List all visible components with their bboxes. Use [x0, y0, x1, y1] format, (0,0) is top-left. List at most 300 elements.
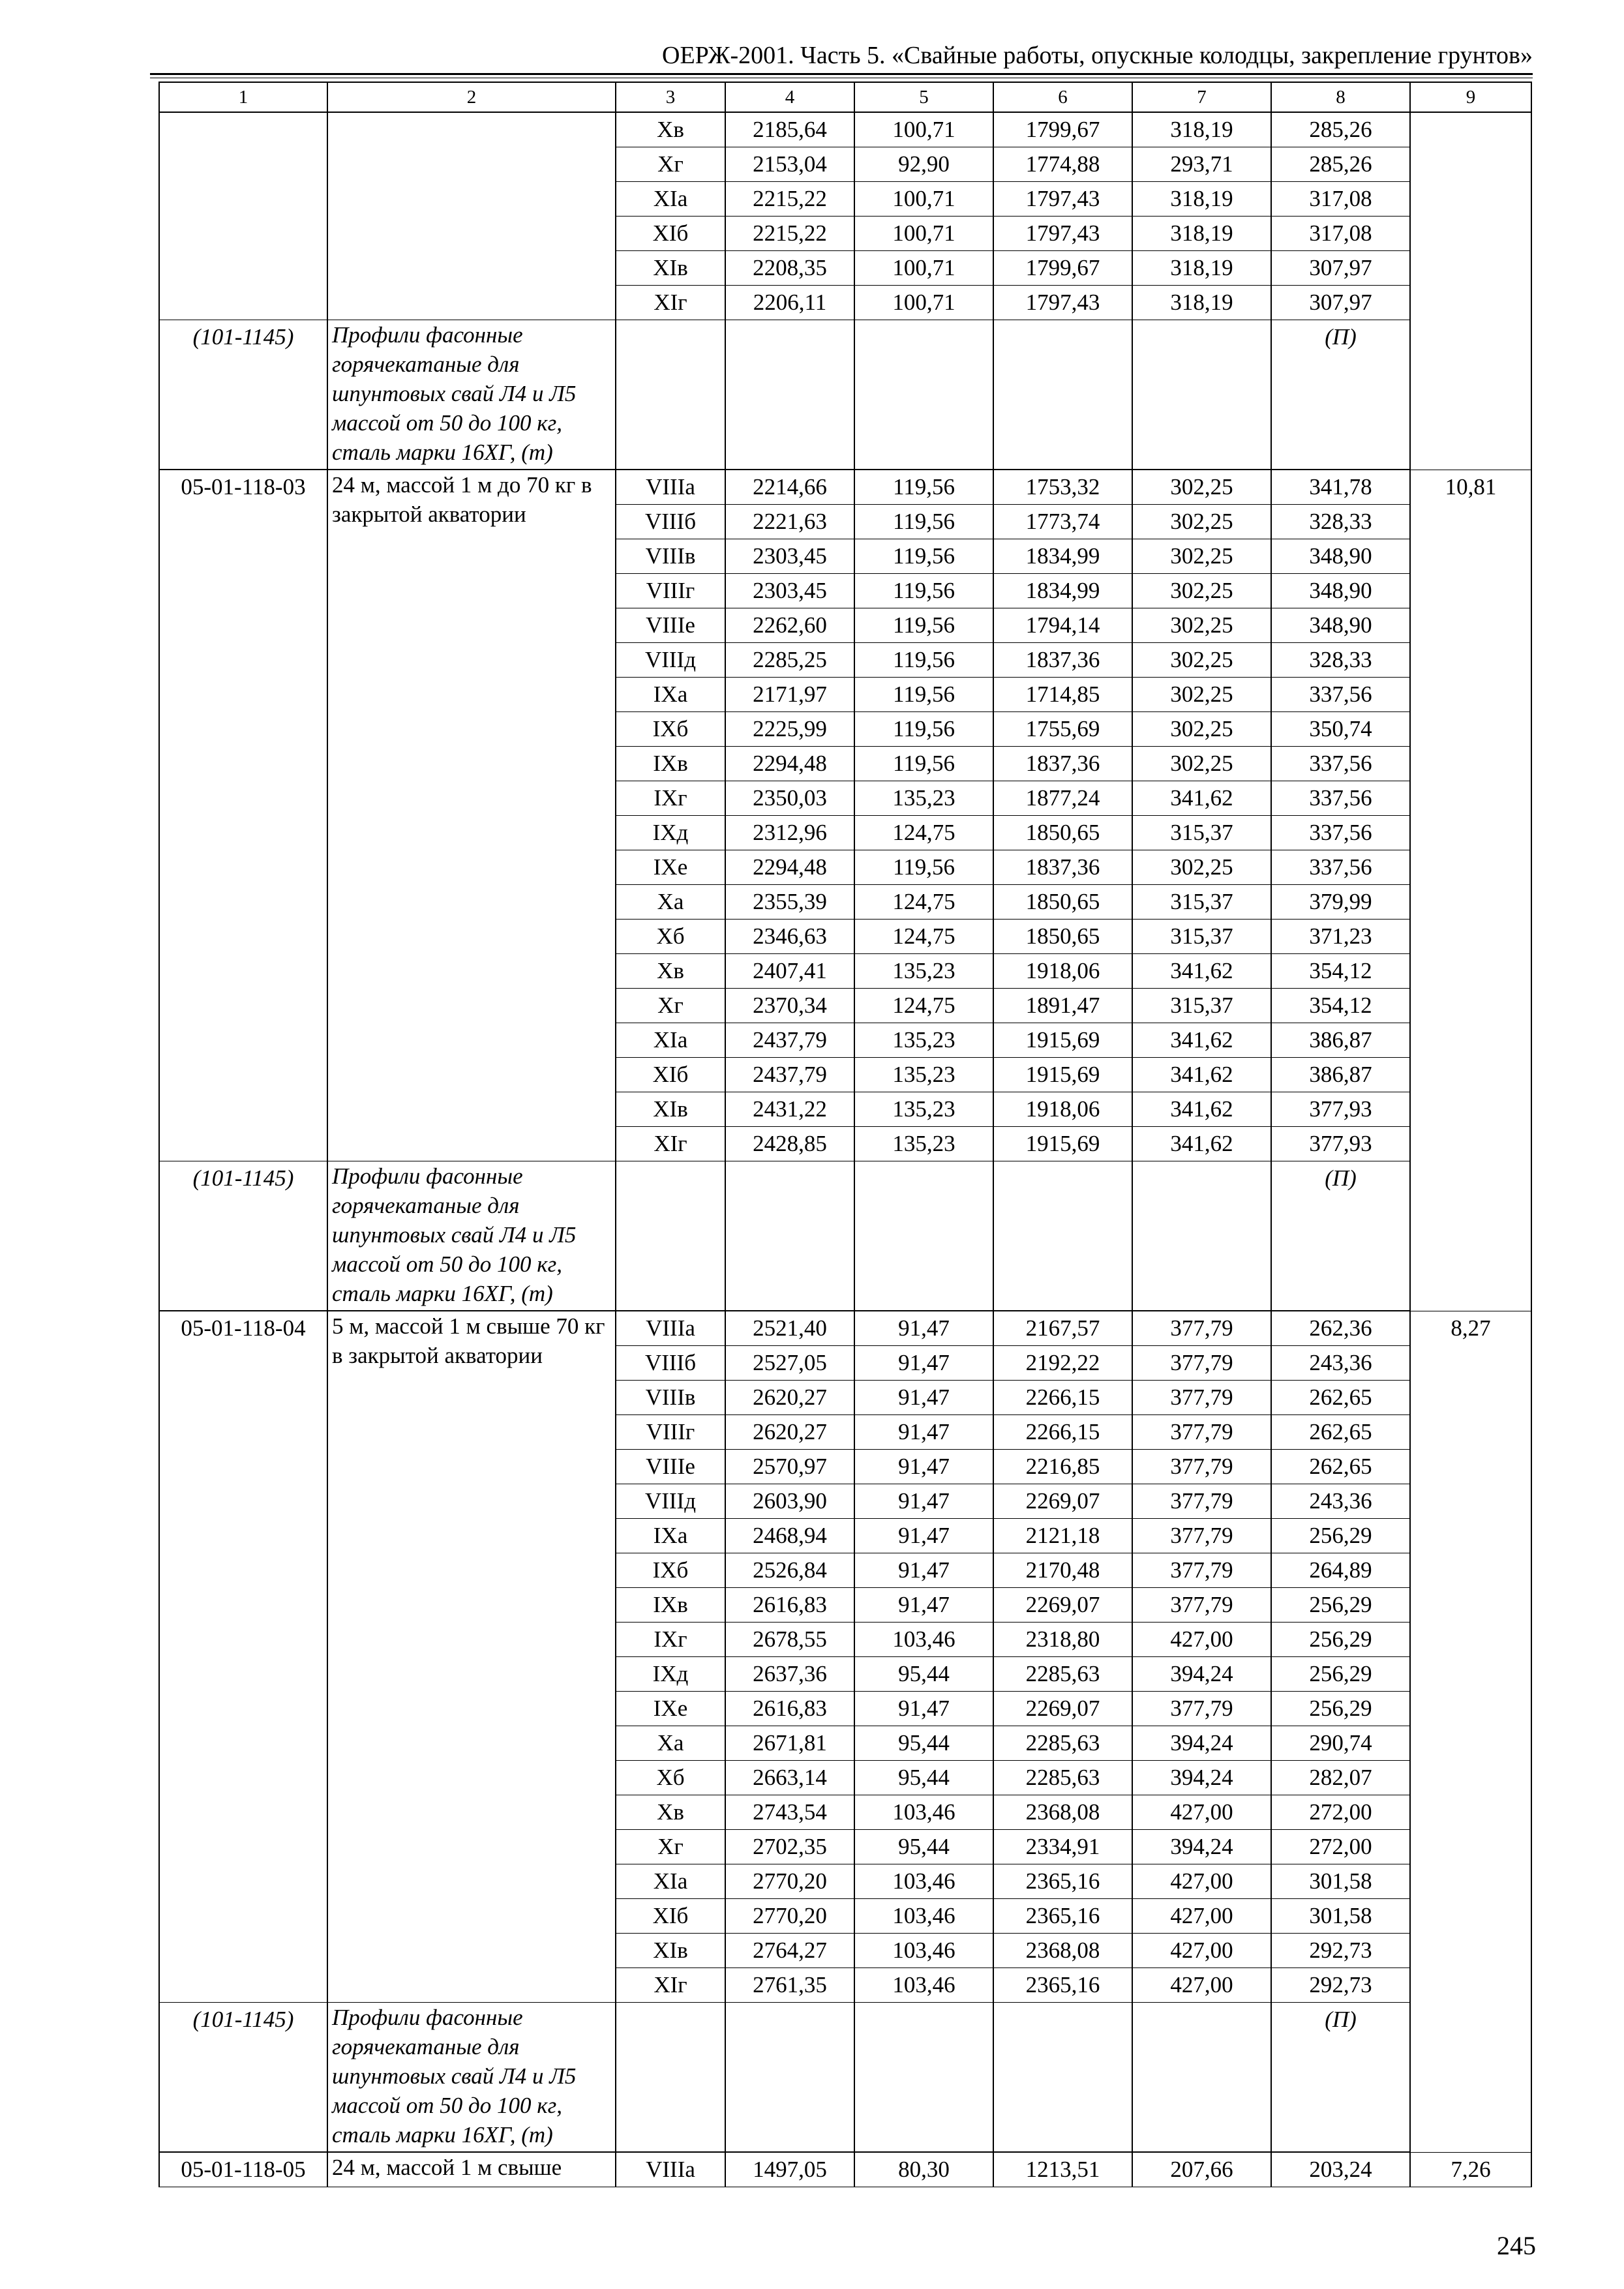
note-mark: (П): [1271, 1161, 1410, 1311]
value-cell: 2285,63: [993, 1761, 1132, 1795]
resource-group-cell: ХIг: [616, 1127, 725, 1161]
empty-cell: [993, 2003, 1132, 2153]
empty-cell: [854, 2003, 993, 2153]
value-cell: 103,46: [854, 1899, 993, 1934]
value-cell: 2521,40: [725, 1311, 854, 1346]
value-cell: 2770,20: [725, 1864, 854, 1899]
value-cell: 341,62: [1132, 1023, 1271, 1058]
value-cell: 2269,07: [993, 1692, 1132, 1726]
value-cell: 2192,22: [993, 1346, 1132, 1381]
resource-group-cell: IХа: [616, 678, 725, 712]
value-cell: 2170,48: [993, 1553, 1132, 1588]
resource-group-cell: VIIIв: [616, 539, 725, 574]
table-row: [159, 1311, 1531, 1346]
resource-group-cell: ХIб: [616, 217, 725, 251]
value-cell: 2185,64: [725, 112, 854, 147]
resource-group-cell: Хв: [616, 954, 725, 989]
resource-group-cell: IХд: [616, 1657, 725, 1692]
value-cell: 119,56: [854, 747, 993, 781]
value-cell: 135,23: [854, 1127, 993, 1161]
desc-cell: [327, 112, 616, 320]
value-cell: 377,79: [1132, 1346, 1271, 1381]
value-cell: 302,25: [1132, 608, 1271, 643]
value-cell: 2468,94: [725, 1519, 854, 1553]
value-cell: 2269,07: [993, 1588, 1132, 1623]
value-cell: 394,24: [1132, 1726, 1271, 1761]
value-cell: 315,37: [1132, 885, 1271, 920]
value-cell: 2215,22: [725, 217, 854, 251]
value-cell: 307,97: [1271, 286, 1410, 320]
value-cell: 302,25: [1132, 712, 1271, 747]
resource-group-cell: Хб: [616, 1761, 725, 1795]
note-code: (101-1145): [159, 1161, 327, 1311]
value-cell: 285,26: [1271, 147, 1410, 182]
value-cell: 1834,99: [993, 574, 1132, 608]
value-cell: 91,47: [854, 1381, 993, 1415]
value-cell: 119,56: [854, 678, 993, 712]
value-cell: 292,73: [1271, 1934, 1410, 1968]
value-cell: 272,00: [1271, 1830, 1410, 1864]
value-cell: 2428,85: [725, 1127, 854, 1161]
value-cell: 91,47: [854, 1450, 993, 1484]
resource-group-cell: IХб: [616, 1553, 725, 1588]
empty-cell: [854, 320, 993, 470]
value-cell: 293,71: [1132, 147, 1271, 182]
value-cell: 377,79: [1132, 1553, 1271, 1588]
value-cell: 302,25: [1132, 678, 1271, 712]
value-cell: 427,00: [1132, 1968, 1271, 2003]
value-cell: 427,00: [1132, 1795, 1271, 1830]
value-cell: 302,25: [1132, 747, 1271, 781]
resource-group-cell: ХIб: [616, 1899, 725, 1934]
value-cell: 135,23: [854, 954, 993, 989]
table-row: [159, 2152, 1531, 2187]
code-cell: [159, 112, 327, 320]
column-number: 9: [1410, 82, 1531, 112]
value-cell: 1755,69: [993, 712, 1132, 747]
value-cell: 2368,08: [993, 1934, 1132, 1968]
value-cell: 2770,20: [725, 1899, 854, 1934]
empty-cell: [1132, 2003, 1271, 2153]
empty-cell: [616, 2003, 725, 2153]
value-cell: 1915,69: [993, 1023, 1132, 1058]
value-cell: 2167,57: [993, 1311, 1132, 1346]
page-header: ОЕРЖ-2001. Часть 5. «Свайные работы, опускные колодцы, закрепление грунтов»: [662, 42, 1533, 69]
value-cell: 91,47: [854, 1588, 993, 1623]
value-cell: 2526,84: [725, 1553, 854, 1588]
value-cell: 2153,04: [725, 147, 854, 182]
value-cell: 1837,36: [993, 643, 1132, 678]
value-cell: 1915,69: [993, 1058, 1132, 1092]
value-cell: 341,78: [1271, 470, 1410, 505]
value-cell: 103,46: [854, 1968, 993, 2003]
value-cell: 119,56: [854, 712, 993, 747]
value-cell: 1797,43: [993, 286, 1132, 320]
value-cell: 95,44: [854, 1761, 993, 1795]
value-cell: 1773,74: [993, 505, 1132, 539]
resource-group-cell: ХIв: [616, 1092, 725, 1127]
resource-group-cell: IХе: [616, 850, 725, 885]
value-cell: 256,29: [1271, 1519, 1410, 1553]
value-cell: 103,46: [854, 1623, 993, 1657]
value-cell: 1918,06: [993, 954, 1132, 989]
resource-group-cell: IХв: [616, 1588, 725, 1623]
value-cell: 100,71: [854, 251, 993, 286]
value-cell: 301,58: [1271, 1899, 1410, 1934]
value-cell: 328,33: [1271, 643, 1410, 678]
value-cell: 80,30: [854, 2152, 993, 2187]
note-row: [159, 1161, 1531, 1311]
resource-group-cell: VIIIг: [616, 1415, 725, 1450]
resource-group-cell: Хб: [616, 920, 725, 954]
empty-cell: [616, 320, 725, 470]
value-cell: 379,99: [1271, 885, 1410, 920]
empty-cell: [854, 1161, 993, 1311]
value-cell: 315,37: [1132, 816, 1271, 850]
value-cell: 2663,14: [725, 1761, 854, 1795]
value-cell: 2620,27: [725, 1415, 854, 1450]
column-number: 2: [327, 82, 616, 112]
column-number: 4: [725, 82, 854, 112]
value-cell: 2407,41: [725, 954, 854, 989]
col9-value: 7,26: [1410, 2152, 1531, 2187]
value-cell: 243,36: [1271, 1346, 1410, 1381]
resource-group-cell: IХе: [616, 1692, 725, 1726]
value-cell: 2616,83: [725, 1588, 854, 1623]
resource-group-cell: VIIIб: [616, 505, 725, 539]
value-cell: 2262,60: [725, 608, 854, 643]
value-cell: 315,37: [1132, 920, 1271, 954]
value-cell: 262,65: [1271, 1450, 1410, 1484]
table-row: [159, 112, 1531, 147]
column-number: 5: [854, 82, 993, 112]
value-cell: 1891,47: [993, 989, 1132, 1023]
value-cell: 394,24: [1132, 1830, 1271, 1864]
note-row: [159, 320, 1531, 470]
value-cell: 2743,54: [725, 1795, 854, 1830]
value-cell: 1850,65: [993, 920, 1132, 954]
value-cell: 2312,96: [725, 816, 854, 850]
note-mark: (П): [1271, 320, 1410, 470]
resource-group-cell: VIIIд: [616, 643, 725, 678]
resource-group-cell: IХг: [616, 1623, 725, 1657]
col9-value: 8,27: [1410, 1311, 1531, 2152]
value-cell: 350,74: [1271, 712, 1410, 747]
value-cell: 427,00: [1132, 1899, 1271, 1934]
value-cell: 119,56: [854, 643, 993, 678]
value-cell: 119,56: [854, 470, 993, 505]
value-cell: 256,29: [1271, 1623, 1410, 1657]
value-cell: 341,62: [1132, 781, 1271, 816]
value-cell: 91,47: [854, 1311, 993, 1346]
value-cell: 2303,45: [725, 574, 854, 608]
value-cell: 124,75: [854, 885, 993, 920]
value-cell: 92,90: [854, 147, 993, 182]
value-cell: 1850,65: [993, 885, 1132, 920]
value-cell: 337,56: [1271, 850, 1410, 885]
value-cell: 2764,27: [725, 1934, 854, 1968]
value-cell: 2208,35: [725, 251, 854, 286]
value-cell: 2671,81: [725, 1726, 854, 1761]
value-cell: 354,12: [1271, 989, 1410, 1023]
col9-cell: [1410, 112, 1531, 470]
value-cell: 1797,43: [993, 182, 1132, 217]
value-cell: 2216,85: [993, 1450, 1132, 1484]
value-cell: 302,25: [1132, 539, 1271, 574]
header-rule: [150, 73, 1533, 75]
resource-group-cell: VIIIе: [616, 1450, 725, 1484]
resource-group-cell: VIIIе: [616, 608, 725, 643]
value-cell: 1797,43: [993, 217, 1132, 251]
rate-description: 5 м, массой 1 м свыше 70 кг в закрытой акватории: [327, 1311, 616, 2003]
empty-cell: [1132, 1161, 1271, 1311]
value-cell: 1799,67: [993, 112, 1132, 147]
resource-group-cell: VIIIа: [616, 1311, 725, 1346]
value-cell: 302,25: [1132, 574, 1271, 608]
value-cell: 1850,65: [993, 816, 1132, 850]
value-cell: 95,44: [854, 1830, 993, 1864]
value-cell: 207,66: [1132, 2152, 1271, 2187]
value-cell: 103,46: [854, 1934, 993, 1968]
value-cell: 95,44: [854, 1657, 993, 1692]
resource-group-cell: Хг: [616, 147, 725, 182]
column-number: 3: [616, 82, 725, 112]
empty-cell: [725, 2003, 854, 2153]
value-cell: 348,90: [1271, 539, 1410, 574]
resource-group-cell: ХIг: [616, 1968, 725, 2003]
value-cell: 2365,16: [993, 1968, 1132, 2003]
value-cell: 1213,51: [993, 2152, 1132, 2187]
value-cell: 2221,63: [725, 505, 854, 539]
resource-group-cell: IХа: [616, 1519, 725, 1553]
value-cell: 2368,08: [993, 1795, 1132, 1830]
value-cell: 2214,66: [725, 470, 854, 505]
value-cell: 377,79: [1132, 1450, 1271, 1484]
column-number: 8: [1271, 82, 1410, 112]
rate-code: 05-01-118-04: [159, 1311, 327, 2003]
resource-group-cell: Хв: [616, 1795, 725, 1830]
value-cell: 1714,85: [993, 678, 1132, 712]
rate-description: 24 м, массой 1 м до 70 кг в закрытой акватории: [327, 470, 616, 1161]
value-cell: 119,56: [854, 539, 993, 574]
resource-group-cell: VIIIд: [616, 1484, 725, 1519]
value-cell: 2318,80: [993, 1623, 1132, 1657]
note-description: Профили фасонные горячекатаные для шпунтовых свай Л4 и Л5 массой от 50 до 100 кг, сталь марки 16ХГ, (т): [327, 1161, 616, 1311]
value-cell: 1774,88: [993, 147, 1132, 182]
resource-group-cell: IХб: [616, 712, 725, 747]
value-cell: 119,56: [854, 574, 993, 608]
value-cell: 315,37: [1132, 989, 1271, 1023]
value-cell: 427,00: [1132, 1864, 1271, 1899]
column-number-row: [159, 82, 1531, 112]
value-cell: 100,71: [854, 112, 993, 147]
value-cell: 377,79: [1132, 1415, 1271, 1450]
value-cell: 103,46: [854, 1795, 993, 1830]
value-cell: 337,56: [1271, 747, 1410, 781]
value-cell: 1799,67: [993, 251, 1132, 286]
value-cell: 341,62: [1132, 1092, 1271, 1127]
resource-group-cell: VIIIг: [616, 574, 725, 608]
resource-group-cell: VIIIб: [616, 1346, 725, 1381]
value-cell: 386,87: [1271, 1023, 1410, 1058]
value-cell: 2285,25: [725, 643, 854, 678]
value-cell: 377,79: [1132, 1311, 1271, 1346]
value-cell: 2355,39: [725, 885, 854, 920]
column-number: 7: [1132, 82, 1271, 112]
value-cell: 348,90: [1271, 608, 1410, 643]
empty-cell: [616, 1161, 725, 1311]
column-number: 1: [159, 82, 327, 112]
value-cell: 2527,05: [725, 1346, 854, 1381]
value-cell: 427,00: [1132, 1934, 1271, 1968]
value-cell: 203,24: [1271, 2152, 1410, 2187]
resource-group-cell: Ха: [616, 885, 725, 920]
value-cell: 292,73: [1271, 1968, 1410, 2003]
value-cell: 1753,32: [993, 470, 1132, 505]
value-cell: 377,93: [1271, 1092, 1410, 1127]
value-cell: 371,23: [1271, 920, 1410, 954]
table-row: [159, 470, 1531, 505]
value-cell: 386,87: [1271, 1058, 1410, 1092]
empty-cell: [725, 320, 854, 470]
value-cell: 91,47: [854, 1553, 993, 1588]
resource-group-cell: ХIг: [616, 286, 725, 320]
value-cell: 95,44: [854, 1726, 993, 1761]
value-cell: 262,65: [1271, 1381, 1410, 1415]
resource-group-cell: Хг: [616, 1830, 725, 1864]
value-cell: 124,75: [854, 920, 993, 954]
col9-value: 10,81: [1410, 470, 1531, 1311]
value-cell: 2365,16: [993, 1864, 1132, 1899]
value-cell: 135,23: [854, 1058, 993, 1092]
empty-cell: [1132, 320, 1271, 470]
value-cell: 377,79: [1132, 1692, 1271, 1726]
value-cell: 2334,91: [993, 1830, 1132, 1864]
value-cell: 119,56: [854, 608, 993, 643]
empty-cell: [993, 1161, 1132, 1311]
value-cell: 2294,48: [725, 850, 854, 885]
value-cell: 135,23: [854, 781, 993, 816]
value-cell: 243,36: [1271, 1484, 1410, 1519]
resource-group-cell: ХIа: [616, 1864, 725, 1899]
value-cell: 2285,63: [993, 1726, 1132, 1761]
value-cell: 135,23: [854, 1092, 993, 1127]
rate-description: 24 м, массой 1 м свыше: [327, 2152, 616, 2187]
empty-cell: [993, 320, 1132, 470]
value-cell: 302,25: [1132, 643, 1271, 678]
value-cell: 377,79: [1132, 1484, 1271, 1519]
value-cell: 272,00: [1271, 1795, 1410, 1830]
value-cell: 2350,03: [725, 781, 854, 816]
value-cell: 2121,18: [993, 1519, 1132, 1553]
value-cell: 377,93: [1271, 1127, 1410, 1161]
rate-code: 05-01-118-05: [159, 2152, 327, 2187]
value-cell: 2346,63: [725, 920, 854, 954]
value-cell: 135,23: [854, 1023, 993, 1058]
value-cell: 301,58: [1271, 1864, 1410, 1899]
value-cell: 2266,15: [993, 1381, 1132, 1415]
value-cell: 341,62: [1132, 1127, 1271, 1161]
resource-group-cell: ХIа: [616, 1023, 725, 1058]
value-cell: 2437,79: [725, 1023, 854, 1058]
value-cell: 100,71: [854, 286, 993, 320]
value-cell: 2266,15: [993, 1415, 1132, 1450]
value-cell: 2637,36: [725, 1657, 854, 1692]
note-description: Профили фасонные горячекатаные для шпунтовых свай Л4 и Л5 массой от 50 до 100 кг, сталь марки 16ХГ, (т): [327, 2003, 616, 2153]
value-cell: 337,56: [1271, 678, 1410, 712]
price-table: [158, 82, 1532, 2187]
value-cell: 307,97: [1271, 251, 1410, 286]
value-cell: 2171,97: [725, 678, 854, 712]
value-cell: 91,47: [854, 1692, 993, 1726]
value-cell: 124,75: [854, 989, 993, 1023]
note-description: Профили фасонные горячекатаные для шпунтовых свай Л4 и Л5 массой от 50 до 100 кг, сталь марки 16ХГ, (т): [327, 320, 616, 470]
value-cell: 317,08: [1271, 217, 1410, 251]
value-cell: 124,75: [854, 816, 993, 850]
value-cell: 285,26: [1271, 112, 1410, 147]
value-cell: 317,08: [1271, 182, 1410, 217]
value-cell: 91,47: [854, 1519, 993, 1553]
value-cell: 394,24: [1132, 1657, 1271, 1692]
value-cell: 2285,63: [993, 1657, 1132, 1692]
value-cell: 1794,14: [993, 608, 1132, 643]
resource-group-cell: VIIIв: [616, 1381, 725, 1415]
value-cell: 100,71: [854, 182, 993, 217]
value-cell: 256,29: [1271, 1588, 1410, 1623]
value-cell: 341,62: [1132, 1058, 1271, 1092]
value-cell: 2269,07: [993, 1484, 1132, 1519]
value-cell: 2294,48: [725, 747, 854, 781]
value-cell: 91,47: [854, 1484, 993, 1519]
value-cell: 1834,99: [993, 539, 1132, 574]
value-cell: 1837,36: [993, 850, 1132, 885]
resource-group-cell: Хв: [616, 112, 725, 147]
value-cell: 262,36: [1271, 1311, 1410, 1346]
value-cell: 103,46: [854, 1864, 993, 1899]
value-cell: 2225,99: [725, 712, 854, 747]
value-cell: 2206,11: [725, 286, 854, 320]
value-cell: 256,29: [1271, 1692, 1410, 1726]
value-cell: 2365,16: [993, 1899, 1132, 1934]
resource-group-cell: ХIв: [616, 251, 725, 286]
value-cell: 302,25: [1132, 470, 1271, 505]
value-cell: 318,19: [1132, 251, 1271, 286]
value-cell: 1497,05: [725, 2152, 854, 2187]
value-cell: 2678,55: [725, 1623, 854, 1657]
resource-group-cell: ХIв: [616, 1934, 725, 1968]
value-cell: 348,90: [1271, 574, 1410, 608]
resource-group-cell: IХг: [616, 781, 725, 816]
resource-group-cell: VIIIа: [616, 470, 725, 505]
value-cell: 264,89: [1271, 1553, 1410, 1588]
note-mark: (П): [1271, 2003, 1410, 2153]
value-cell: 302,25: [1132, 505, 1271, 539]
value-cell: 91,47: [854, 1346, 993, 1381]
resource-group-cell: Ха: [616, 1726, 725, 1761]
value-cell: 2761,35: [725, 1968, 854, 2003]
value-cell: 337,56: [1271, 781, 1410, 816]
resource-group-cell: IХд: [616, 816, 725, 850]
value-cell: 282,07: [1271, 1761, 1410, 1795]
value-cell: VIIIа: [616, 2152, 725, 2187]
value-cell: 1837,36: [993, 747, 1132, 781]
value-cell: 354,12: [1271, 954, 1410, 989]
note-row: [159, 2003, 1531, 2153]
value-cell: 1915,69: [993, 1127, 1132, 1161]
value-cell: 2215,22: [725, 182, 854, 217]
resource-group-cell: ХIб: [616, 1058, 725, 1092]
value-cell: 100,71: [854, 217, 993, 251]
